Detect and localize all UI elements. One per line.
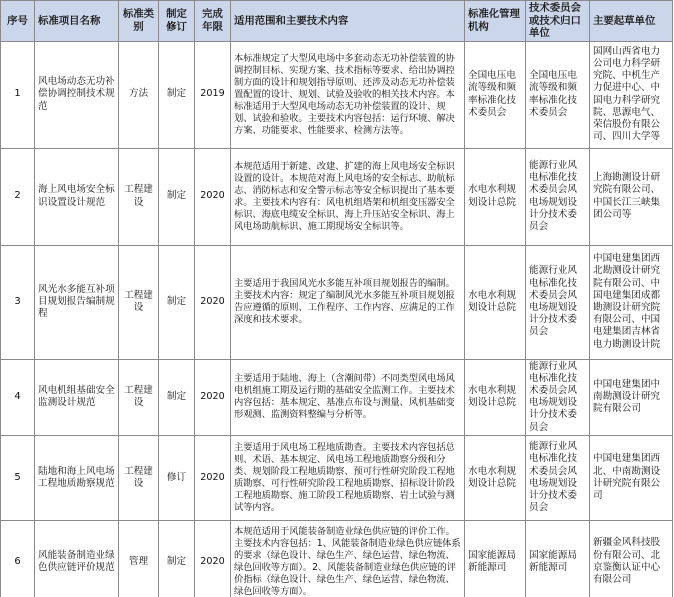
table-header	[1, 1, 673, 42]
cell-drafter: 国网山西省电力公司电力科学研究院、中机生产力促进中心、中国电力科学研究院、思源电气、荣信股份有限公司、四川大学等	[590, 41, 673, 148]
cell-category: 工程建设	[119, 245, 159, 359]
header-revision: 制定修订	[159, 1, 195, 42]
cell-drafter: 上海勘测设计研究院有限公司、中国长江三峡集团公司等	[590, 148, 673, 245]
cell-org: 水电水利规划设计总院	[465, 435, 526, 520]
cell-scope: 本规范适用于新建、改建、扩建的海上风电场安全标识设置的设计。本规范对海上风电场的安全标志、助航标志、消防标志和安全警示标志等安全标识提出了基本要求。主要技术内容有：风电机组塔架和机组变压器安全标识、海底电缆安全标识、海上升压站安全标识、海上风电场助航标识、施工期现场安全标识等。	[231, 148, 465, 245]
table-row	[1, 41, 673, 148]
cell-year: 2020	[195, 520, 231, 597]
cell-org: 全国电压电流等级和频率标准化技术委员会	[465, 41, 526, 148]
header-year: 完成年限	[195, 1, 231, 42]
cell-committee: 国家能源局新能源司	[526, 520, 590, 597]
cell-no: 1	[1, 41, 35, 148]
cell-committee: 能源行业风电标准化技术委员会风电场规划设计分技术委员会	[526, 245, 590, 359]
table-row	[1, 245, 673, 359]
cell-no: 6	[1, 520, 35, 597]
cell-category: 工程建设	[119, 148, 159, 245]
cell-scope: 主要适用于风电场工程地质勘查。主要技术内容包括总则、术语、基本规定、风电场工程地质勘察分级和分类、规划阶段工程地质勘察、预可行性研究阶段工程地质勘察、可行性研究阶段工程地质勘察、招标设计阶段工程地质勘察、施工阶段工程地质勘察、岩土试验与测试等内容。	[231, 435, 465, 520]
table-body	[1, 41, 673, 597]
cell-revision: 修订	[159, 435, 195, 520]
cell-drafter: 新疆金风科技股份有限公司、北京鉴衡认证中心有限公司	[590, 520, 673, 597]
header-scope: 适用范围和主要技术内容	[231, 1, 465, 42]
cell-revision: 制定	[159, 520, 195, 597]
cell-no: 3	[1, 245, 35, 359]
cell-name: 风光水多能互补项目规划报告编制规程	[35, 245, 119, 359]
cell-no: 2	[1, 148, 35, 245]
cell-name: 陆地和海上风电场工程地质勘察规范	[35, 435, 119, 520]
cell-revision: 制定	[159, 41, 195, 148]
header-org: 标准化管理机构	[465, 1, 526, 42]
cell-name: 海上风电场安全标识设置设计规范	[35, 148, 119, 245]
cell-drafter: 中国电建集团西北勘测设计研究院有限公司、中国电建集团成都勘测设计研究院有限公司、中国电建集团吉林省电力勘测设计院	[590, 245, 673, 359]
cell-org: 水电水利规划设计总院	[465, 359, 526, 435]
cell-no: 4	[1, 359, 35, 435]
header-row	[1, 1, 673, 42]
cell-committee: 能源行业风电标准化技术委员会风电场规划设计分技术委员会	[526, 435, 590, 520]
header-committee: 技术委员会或技术归口单位	[526, 1, 590, 42]
header-category: 标准类别	[119, 1, 159, 42]
cell-no: 5	[1, 435, 35, 520]
cell-category: 方法	[119, 41, 159, 148]
cell-scope: 主要适用于陆地、海上（含潮间带）不同类型风电场风电机组施工期及运行期的基础安全监测工作。主要技术内容包括：基本规定、基准点布设与测量、风机基础变形观测、监测资料整编与分析等。	[231, 359, 465, 435]
cell-name: 风电场动态无功补偿协调控制技术规范	[35, 41, 119, 148]
cell-year: 2020	[195, 359, 231, 435]
cell-org: 国家能源局新能源司	[465, 520, 526, 597]
header-name: 标准项目名称	[35, 1, 119, 42]
table-row	[1, 148, 673, 245]
cell-year: 2020	[195, 435, 231, 520]
cell-name: 风电机组基础安全监测设计规范	[35, 359, 119, 435]
cell-year: 2019	[195, 41, 231, 148]
cell-revision: 制定	[159, 245, 195, 359]
table-row	[1, 435, 673, 520]
table-row	[1, 520, 673, 597]
cell-committee: 能源行业风电标准化技术委员会风电场规划设计分技术委员会	[526, 148, 590, 245]
cell-year: 2020	[195, 245, 231, 359]
cell-category: 管理	[119, 520, 159, 597]
cell-category: 工程建设	[119, 435, 159, 520]
cell-drafter: 中国电建集团中南勘测设计研究院有限公司	[590, 359, 673, 435]
cell-year: 2020	[195, 148, 231, 245]
cell-committee: 全国电压电流等级和频率标准化技术委员会	[526, 41, 590, 148]
cell-org: 水电水利规划设计总院	[465, 245, 526, 359]
cell-scope: 本规范适用于风能装备制造业绿色供应链的评价工作。主要技术内容包括：1、风能装备制造业绿色供应链体系的要求（绿色设计、绿色生产、绿色运营、绿色物流、绿色回收等方面）。2、风能装备制造业绿色供应链的评价指标（绿色设计、绿色生产、绿色运营、绿色物流、绿色回收等方面）。	[231, 520, 465, 597]
table-row	[1, 359, 673, 435]
cell-category: 工程建设	[119, 359, 159, 435]
cell-org: 水电水利规划设计总院	[465, 148, 526, 245]
cell-committee: 能源行业风电标准化技术委员会风电场规划设计分技术委员会	[526, 359, 590, 435]
header-no: 序号	[1, 1, 35, 42]
cell-scope: 主要适用于我国风光水多能互补项目规划报告的编制。主要技术内容：规定了编制风光水多能互补项目规划报告应遵循的原则、工作程序、工作内容、应满足的工作深度和技术要求。	[231, 245, 465, 359]
cell-name: 风能装备制造业绿色供应链评价规范	[35, 520, 119, 597]
header-drafter: 主要起草单位	[590, 1, 673, 42]
cell-revision: 制定	[159, 359, 195, 435]
cell-revision: 制定	[159, 148, 195, 245]
cell-drafter: 中国电建集团西北、中南勘测设计研究院有限公司	[590, 435, 673, 520]
cell-scope: 本标准规定了大型风电场中多套动态无功补偿装置的协调控制目标、实现方案、技术指标等要求、给出协调控制方面的设计和规划指导原则、还涉及动态无功补偿装置配置的设计、规划、试验及验收的相关技术内容。本标准适用于大型风电场动态无功补偿装置的设计、规划、试验和验收。主要技术内容包括：运行环境、解决方案、功能要求、性能要求、检测方法等。	[231, 41, 465, 148]
